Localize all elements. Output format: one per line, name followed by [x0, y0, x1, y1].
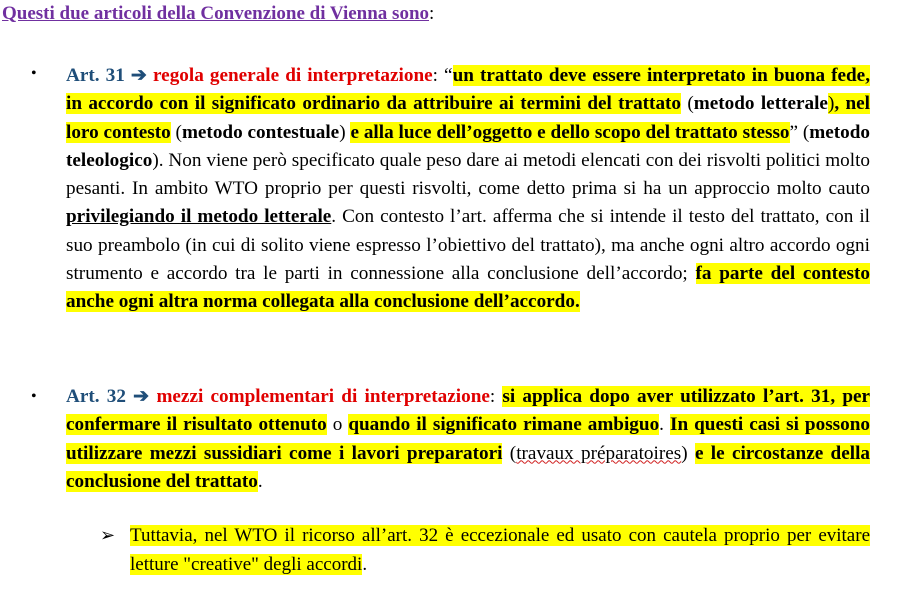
- heading-text: Questi due articoli della Convenzione di Vienna sono: [2, 3, 430, 24]
- travaux-preparatoires: travaux préparatoires: [516, 442, 682, 464]
- art32-highlight-1: si applica dopo aver utilizzato l’art. 31, per confermare il risultato ottenuto: [66, 386, 871, 436]
- art32-label: Art. 32: [66, 386, 126, 407]
- art31-punct: ” (: [789, 121, 810, 143]
- heading-colon: :: [429, 3, 435, 24]
- sub-bullet-text: Tuttavia, nel WTO il ricorso all’art. 32 è eccezionale ed usato con cautela proprio per evitare letture "creative" degli accordi: [130, 525, 870, 575]
- arrow-bullet-icon: ➢: [100, 525, 116, 545]
- art32-title: mezzi complementari di interpretazione: [156, 386, 490, 407]
- art31-title: regola generale di interpretazione: [153, 65, 433, 86]
- paragraph-art31: [66, 62, 870, 317]
- art31-quote-part1: un trattato deve essere interpretato in buona fede, in accordo con il significato ordinario da attribuire ai termini del trattato: [66, 65, 870, 115]
- privilegiando-metodo-letterale: privilegiando il metodo letterale: [66, 206, 332, 228]
- art32-punct: o: [326, 414, 349, 436]
- bullet-art32: •: [31, 388, 37, 405]
- art32-highlight-3: In questi casi si possono utilizzare mezzi sussidiari come i lavori preparatori: [66, 414, 870, 464]
- art31-body-continued: . Con contesto l’art. afferma che si intende il testo del trattato, con il suo preambolo (in cui di solito viene espresso l’obiettivo del trattato), ma anche ogni altro accordo ogni strumento e accordo tra le parti in connessione alla conclusione dell’accordo;: [66, 206, 870, 285]
- art31-punct: : “: [432, 65, 453, 86]
- art31-punct: ): [339, 121, 351, 143]
- art31-body: ). Non viene però specificato quale peso dare ai metodi elencati con dei risvolti politici molto pesanti. In ambito WTO proprio per questi risvolti, come detto prima si ha un approccio molto cauto: [66, 149, 870, 200]
- art32-punct: .: [659, 414, 670, 436]
- metodo-letterale: metodo letterale: [693, 93, 828, 115]
- art32-punct: ): [681, 442, 695, 464]
- art31-punct: (: [681, 93, 694, 115]
- art31-label: Art. 31: [66, 65, 125, 86]
- art31-quote-part3: e alla luce dell’oggetto e dello scopo del trattato stesso: [350, 121, 790, 143]
- art31-quote-part2: , nel loro contesto: [66, 93, 870, 143]
- paragraph-art32: [66, 383, 870, 496]
- arrow-icon: ➔: [133, 386, 150, 407]
- art31-conclusion: fa parte del contesto anche ogni altra norma collegata alla conclusione dell’accordo.: [66, 263, 871, 313]
- art31-punct: (: [170, 121, 182, 143]
- arrow-icon: ➔: [130, 65, 147, 86]
- art31-punct: ): [827, 93, 835, 115]
- metodo-contestuale: metodo contestuale: [181, 121, 340, 143]
- sub-bullet-end: .: [362, 554, 368, 575]
- art32-punct: (: [502, 442, 517, 464]
- metodo-teleologico: metodo teleologico: [66, 121, 871, 171]
- sub-bullet-paragraph: [130, 521, 870, 579]
- art32-punct: :: [489, 386, 503, 407]
- art32-punct: .: [257, 470, 263, 492]
- bullet-art31: •: [31, 65, 37, 82]
- art32-highlight-4: e le circostanze della conclusione del trattato: [66, 442, 870, 492]
- art32-highlight-2: quando il significato rimane ambiguo: [348, 414, 660, 436]
- section-heading: [2, 2, 434, 26]
